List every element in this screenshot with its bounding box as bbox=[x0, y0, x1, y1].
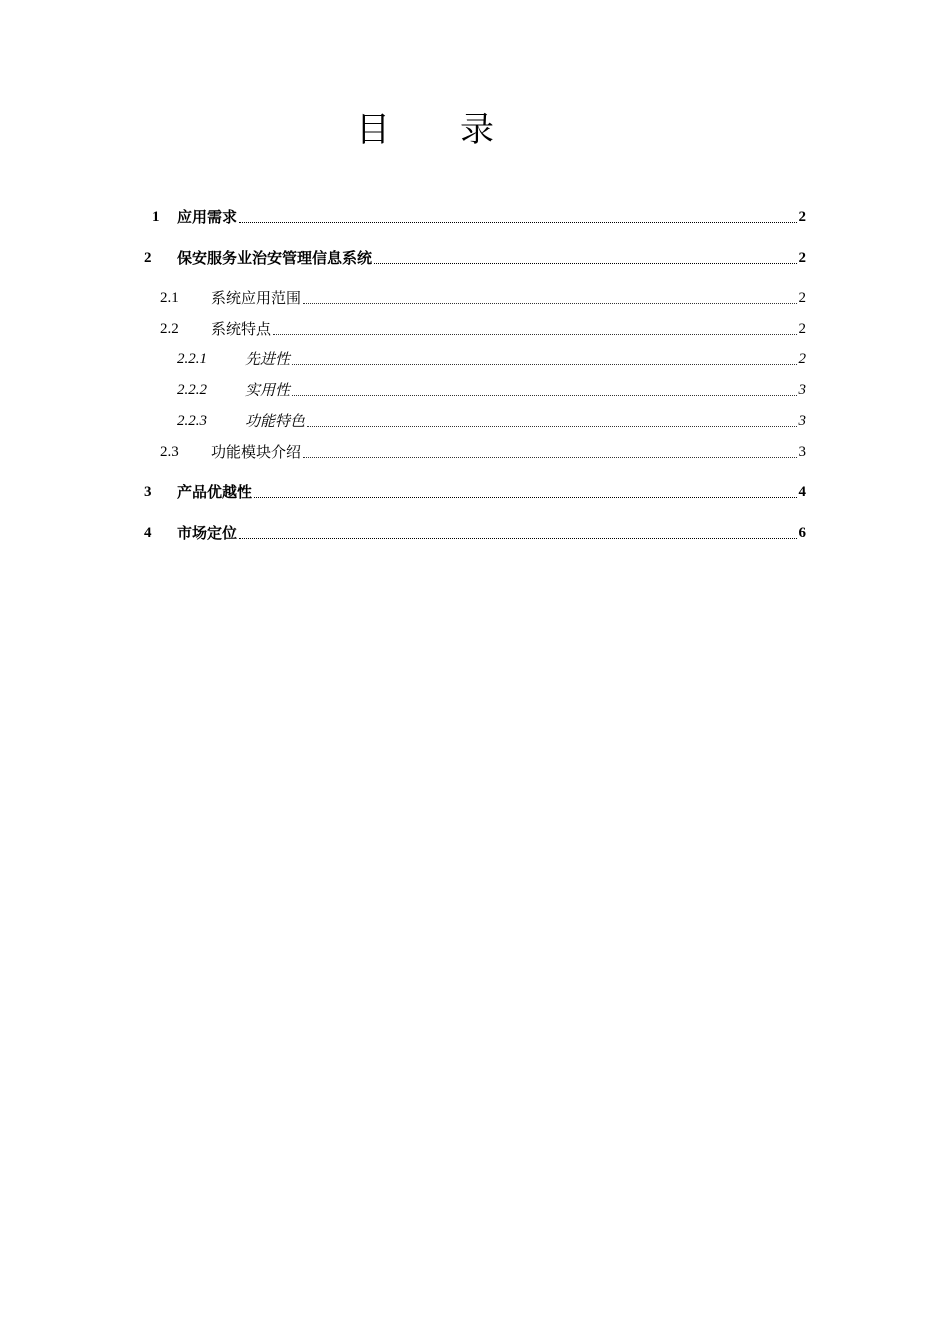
toc-leader bbox=[303, 303, 797, 304]
toc-entry-page: 3 bbox=[798, 382, 806, 398]
toc-entry[interactable] bbox=[0, 480, 950, 504]
toc-leader bbox=[254, 497, 797, 498]
toc-entry-page: 3 bbox=[798, 444, 806, 460]
toc-entry-number: 4 bbox=[144, 525, 152, 541]
toc-entry[interactable] bbox=[0, 347, 950, 371]
toc-title-char-2: 录 bbox=[460, 110, 494, 150]
toc-entry-page: 2 bbox=[798, 209, 806, 225]
toc-leader bbox=[292, 395, 797, 396]
toc-leader bbox=[307, 426, 797, 427]
toc-entry[interactable] bbox=[0, 521, 950, 545]
toc-leader bbox=[374, 263, 797, 264]
toc-entry-label: 市场定位 bbox=[177, 521, 238, 545]
toc-entry-label: 功能模块介绍 bbox=[211, 440, 302, 464]
toc-entry[interactable] bbox=[0, 378, 950, 402]
toc-entry-label: 应用需求 bbox=[177, 205, 238, 229]
toc-entry-page: 3 bbox=[798, 413, 806, 429]
toc-entry-number: 2.3 bbox=[160, 444, 179, 460]
toc-entry-page: 2 bbox=[798, 351, 806, 367]
toc-entry[interactable] bbox=[0, 246, 950, 270]
toc-title bbox=[0, 102, 850, 151]
toc-leader bbox=[239, 538, 797, 539]
toc-entry-number: 2.2.2 bbox=[177, 382, 207, 398]
toc-entry-number: 2.2.3 bbox=[177, 413, 207, 429]
toc-entry-number: 2.2.1 bbox=[177, 351, 207, 367]
toc-entry-label: 实用性 bbox=[245, 378, 291, 402]
toc-entry[interactable] bbox=[0, 317, 950, 341]
toc-leader bbox=[239, 222, 797, 223]
toc-entry-number: 3 bbox=[144, 484, 152, 500]
toc-leader bbox=[273, 334, 797, 335]
toc-entry-label: 功能特色 bbox=[245, 409, 306, 433]
toc-entry-page: 2 bbox=[798, 250, 806, 266]
toc-entry-label: 产品优越性 bbox=[177, 480, 253, 504]
toc-entry-number: 2.1 bbox=[160, 290, 179, 306]
toc-entry-number: 1 bbox=[152, 209, 160, 225]
toc-entry-page: 2 bbox=[798, 290, 806, 306]
toc-leader bbox=[303, 457, 797, 458]
toc-entry-label: 系统应用范围 bbox=[211, 286, 302, 310]
toc-leader bbox=[292, 364, 797, 365]
toc-entry-page: 6 bbox=[798, 525, 806, 541]
toc-entry-number: 2 bbox=[144, 250, 152, 266]
toc-title-char-1: 目 bbox=[356, 110, 390, 150]
toc-entry[interactable] bbox=[0, 409, 950, 433]
toc-entry-page: 4 bbox=[798, 484, 806, 500]
toc-entry[interactable] bbox=[0, 205, 950, 229]
toc-entry-label: 系统特点 bbox=[211, 317, 272, 341]
toc-entry[interactable] bbox=[0, 440, 950, 464]
toc-entry-label: 先进性 bbox=[245, 347, 291, 371]
toc-entry-page: 2 bbox=[798, 321, 806, 337]
toc-entry-number: 2.2 bbox=[160, 321, 179, 337]
toc-entry[interactable] bbox=[0, 286, 950, 310]
toc-entry-label: 保安服务业治安管理信息系统 bbox=[177, 246, 373, 270]
